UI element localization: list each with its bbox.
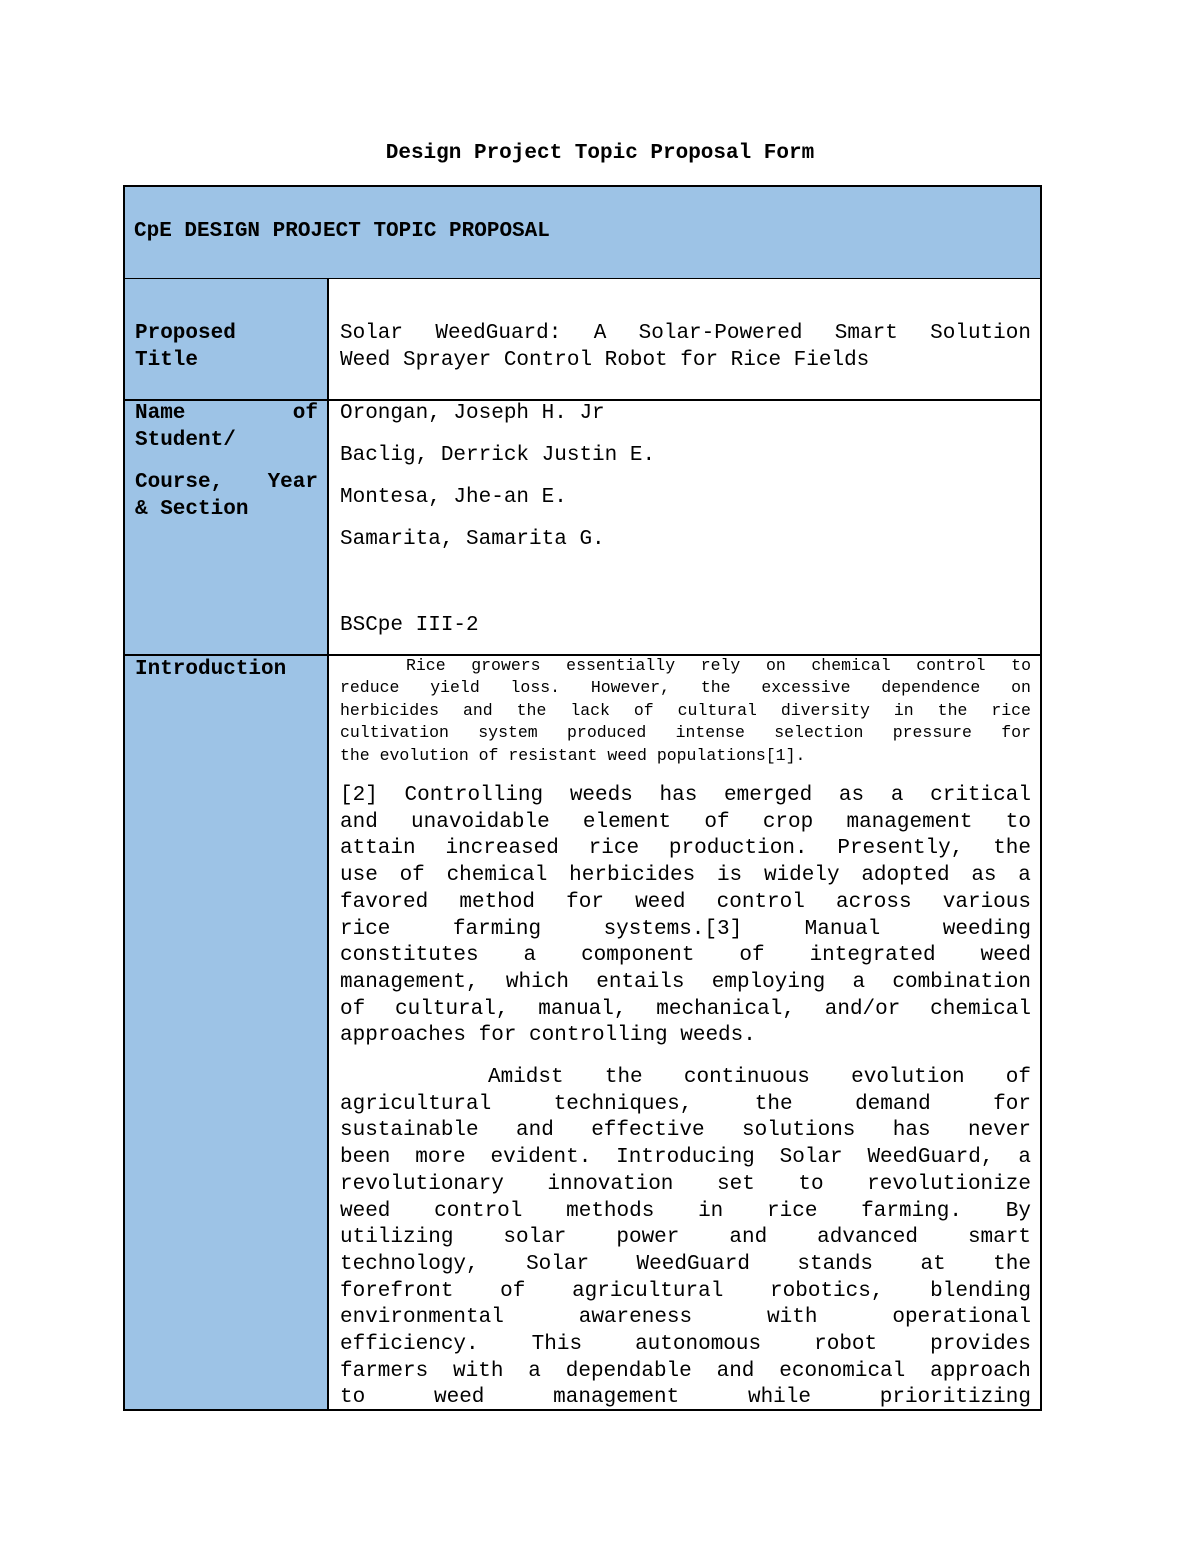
word: innovation (547, 1172, 674, 1196)
word: and (516, 1119, 554, 1143)
word: robot (814, 1333, 878, 1357)
word: with (453, 1359, 504, 1383)
student-name: Baclig, Derrick Justin E. (340, 444, 656, 467)
word: favored (340, 890, 429, 914)
word: cultural (677, 700, 757, 720)
word: a (852, 970, 866, 994)
word: set (716, 1172, 755, 1196)
word: Solar (526, 1252, 590, 1276)
student-name: Samarita, Samarita G. (340, 528, 605, 551)
word: agricultural (340, 1092, 492, 1116)
word: the (516, 700, 547, 720)
paragraph-line (340, 1145, 1031, 1172)
paragraph-line (340, 1305, 1031, 1332)
paragraph-line (340, 810, 1031, 837)
word: Course, (135, 471, 224, 494)
word: loss. (510, 678, 561, 698)
word: growers (471, 656, 541, 675)
word: component (581, 944, 695, 968)
word: This (531, 1333, 583, 1357)
word: never (967, 1119, 1031, 1143)
word: cultivation (340, 723, 449, 743)
word: constitutes (340, 944, 479, 968)
paragraph-line (340, 970, 1031, 997)
word: for (993, 1092, 1031, 1116)
word: cultural, (395, 997, 509, 1021)
word: excessive (761, 678, 851, 698)
label-line: & Section (135, 498, 249, 521)
proposal-form-table (123, 185, 1042, 1411)
word: Manual (804, 917, 881, 941)
word: has (892, 1119, 931, 1143)
word: the (993, 837, 1031, 861)
word: method (459, 890, 535, 914)
word: the (604, 1066, 643, 1089)
word: critical (930, 784, 1031, 807)
word: and/or (824, 997, 901, 1021)
word: chemical (446, 864, 548, 888)
word: dependence (881, 678, 981, 698)
paragraph-line (340, 1172, 1031, 1199)
word: of (500, 1279, 526, 1303)
intro-paragraph-1 (340, 655, 1031, 767)
word: entails (596, 970, 685, 994)
word: Year (267, 471, 318, 494)
word: weed (635, 890, 686, 914)
word: Presently, (837, 837, 964, 861)
paragraph-line (340, 836, 1031, 863)
word: solar (503, 1226, 567, 1250)
word: employing (711, 970, 826, 994)
paragraph-line (340, 655, 1031, 677)
word: farming (452, 917, 542, 941)
word: a (890, 784, 904, 807)
word: crop (762, 810, 814, 834)
word: has (659, 784, 698, 807)
word: effective (591, 1119, 705, 1143)
word: reduce (340, 678, 400, 698)
paragraph-line (340, 1199, 1031, 1226)
word: control (916, 656, 986, 675)
word: WeedGuard (636, 1252, 750, 1276)
word: in (893, 700, 914, 720)
word: efficiency. (340, 1333, 479, 1357)
word: solutions (741, 1119, 856, 1143)
word: production. (668, 837, 808, 861)
word: stands (797, 1252, 874, 1276)
word: as (971, 864, 997, 888)
word: the (700, 678, 731, 698)
word: attain (340, 837, 416, 861)
word: management (846, 810, 973, 834)
label-line: Title (135, 349, 199, 372)
paragraph-line (340, 917, 1031, 944)
word: emerged (724, 784, 813, 807)
word: been (340, 1146, 391, 1170)
paragraph-line (340, 1359, 1031, 1386)
word: systems.[3] (603, 917, 743, 941)
word: However, (590, 678, 671, 698)
paragraph-line (340, 863, 1031, 890)
paragraph-line: approaches for controlling weeds. (340, 1024, 756, 1048)
word: weed (980, 944, 1031, 968)
word: a (1018, 1146, 1031, 1170)
proposed-title-value (340, 320, 1031, 374)
form-header-band (125, 187, 1040, 279)
word: and (716, 1359, 755, 1383)
word: sustainable (340, 1119, 479, 1143)
word: of (704, 810, 730, 834)
word: control (716, 890, 805, 914)
paragraph-line (340, 1279, 1031, 1306)
word: evolution (851, 1066, 965, 1089)
word: WeedGuard, (867, 1146, 994, 1170)
word: to (1005, 810, 1031, 834)
word: manual, (538, 997, 627, 1021)
form-header-title: CpE DESIGN PROJECT TOPIC PROPOSAL (134, 220, 550, 243)
word: methods (566, 1199, 655, 1223)
word: operational (892, 1306, 1031, 1330)
word: provides (930, 1333, 1031, 1357)
word: management (553, 1386, 680, 1410)
title-line (340, 320, 1031, 347)
word: evident. (490, 1146, 592, 1170)
word: a (523, 944, 537, 968)
word: widely (763, 864, 840, 888)
word: environmental (340, 1306, 504, 1330)
word: increased (445, 837, 559, 861)
word: of (399, 864, 425, 888)
paragraph-line (340, 1252, 1031, 1279)
paragraph-line (340, 1092, 1031, 1119)
word: rice (340, 917, 391, 941)
proposed-title-label (135, 320, 318, 374)
word: of (1005, 1066, 1031, 1089)
word: adopted (861, 864, 950, 888)
page-title: Design Project Topic Proposal Form (385, 142, 815, 165)
word: demand (855, 1092, 931, 1116)
word: of (633, 700, 654, 720)
word: control (434, 1199, 523, 1223)
word: produced (567, 723, 647, 743)
word: for (566, 890, 604, 914)
word: selection (774, 723, 864, 743)
student-name: Montesa, Jhe-an E. (340, 486, 567, 509)
word: Introducing (616, 1146, 755, 1170)
word: is (716, 864, 743, 888)
word: which (505, 970, 569, 994)
word: approach (930, 1359, 1031, 1383)
word: a (528, 1359, 541, 1383)
word: while (747, 1386, 811, 1410)
word: weed (433, 1386, 485, 1410)
word: of (739, 944, 765, 968)
word: revolutionize (867, 1172, 1031, 1196)
word: weeds (569, 784, 633, 807)
word: blending (930, 1279, 1031, 1303)
paragraph-line (340, 943, 1031, 970)
word: dependable (565, 1359, 692, 1383)
word: rice (588, 837, 640, 861)
word: element (582, 810, 672, 834)
word: robotics, (770, 1279, 884, 1303)
word: autonomous (635, 1333, 762, 1357)
word: Rice (406, 656, 446, 675)
word: weeding (942, 917, 1031, 941)
word: technology, (340, 1252, 479, 1276)
label-line: Student/ (135, 429, 236, 452)
word: yield (430, 678, 480, 698)
word: combination (892, 970, 1031, 994)
paragraph-line (340, 1385, 1031, 1412)
label-line (135, 469, 318, 496)
word: integrated (809, 944, 936, 968)
word: advanced (817, 1226, 918, 1250)
student-name: Orongan, Joseph H. Jr (340, 402, 605, 425)
word: rice (767, 1199, 818, 1223)
word: herbicides (569, 864, 696, 888)
word: revolutionary (340, 1172, 504, 1196)
paragraph-line (340, 890, 1031, 917)
label-line: Proposed (135, 322, 236, 345)
paragraph-line (340, 1118, 1031, 1145)
paragraph-line (340, 1065, 1031, 1092)
word: pressure (892, 723, 972, 743)
word: diversity (780, 700, 870, 720)
word: smart (967, 1226, 1031, 1250)
paragraph-line (340, 700, 1031, 722)
word: the (937, 700, 968, 720)
paragraph-line (340, 997, 1031, 1024)
intro-paragraph-2 (340, 783, 1031, 1050)
word: with (767, 1306, 818, 1330)
paragraph-line (340, 1225, 1031, 1252)
word: system (478, 723, 538, 743)
paragraph-line (340, 1332, 1031, 1359)
word: as (838, 784, 865, 807)
word: Solar (340, 322, 404, 345)
paragraph-line: the evolution of resistant weed populations[1]. (340, 745, 806, 765)
paragraph-line (340, 783, 1031, 810)
word: [2] (340, 784, 378, 807)
title-line: Weed Sprayer Control Robot for Rice Fields (340, 349, 870, 372)
word: weed (340, 1199, 391, 1223)
word: intense (675, 723, 745, 743)
word: power (616, 1226, 680, 1250)
course-section-value: BSCpe III-2 (340, 614, 479, 637)
word: lack (570, 700, 610, 720)
word: WeedGuard: (435, 322, 562, 345)
word: of (340, 997, 366, 1021)
intro-paragraph-3 (340, 1065, 1031, 1412)
word: rice (991, 700, 1031, 720)
word: at (920, 1252, 946, 1276)
word: farming. (861, 1199, 962, 1223)
word: on (765, 656, 786, 675)
word: management, (340, 970, 479, 994)
word: agricultural (572, 1279, 724, 1303)
student-label (135, 400, 318, 523)
word: continuous (683, 1066, 810, 1089)
word: rely (700, 656, 741, 675)
word: utilizing (340, 1226, 454, 1250)
word: A (593, 322, 607, 345)
word: Amidst (488, 1066, 564, 1089)
word: and (340, 810, 378, 834)
word: By (1005, 1199, 1031, 1223)
word: a (1018, 864, 1031, 888)
word: mechanical, (656, 997, 795, 1021)
word: Solar-Powered (638, 322, 803, 345)
word: the (754, 1092, 793, 1116)
word: Solar (779, 1146, 843, 1170)
word: use (340, 864, 378, 888)
word: farmers (340, 1359, 429, 1383)
word: and (462, 700, 493, 720)
word: herbicides (340, 700, 440, 720)
word: various (942, 890, 1031, 914)
word: to (798, 1172, 824, 1196)
paragraph-line (340, 722, 1031, 744)
word: Solution (930, 322, 1031, 345)
word: of (292, 402, 318, 425)
word: across (836, 890, 912, 914)
word: on (1011, 678, 1031, 698)
word: to (1011, 656, 1031, 675)
student-names (340, 400, 1031, 568)
column-divider (327, 279, 329, 1409)
word: chemical (930, 997, 1031, 1021)
word: prioritizing (879, 1386, 1031, 1410)
word: to (340, 1386, 366, 1410)
word: and (729, 1226, 768, 1250)
word: essentially (566, 656, 676, 675)
word: techniques, (553, 1092, 693, 1116)
word: awareness (578, 1306, 693, 1330)
word: Name (135, 402, 186, 425)
paragraph-line (340, 677, 1031, 699)
word: in (698, 1199, 724, 1223)
introduction-label: Introduction (135, 658, 287, 681)
word: Smart (834, 322, 898, 345)
word: Controlling (404, 784, 544, 807)
word: economical (779, 1359, 906, 1383)
label-line (135, 400, 318, 427)
word: more (415, 1146, 466, 1170)
word: chemical (811, 656, 891, 675)
word: unavoidable (411, 810, 550, 834)
word: for (1001, 723, 1031, 743)
word: forefront (340, 1279, 454, 1303)
word: the (993, 1252, 1031, 1276)
